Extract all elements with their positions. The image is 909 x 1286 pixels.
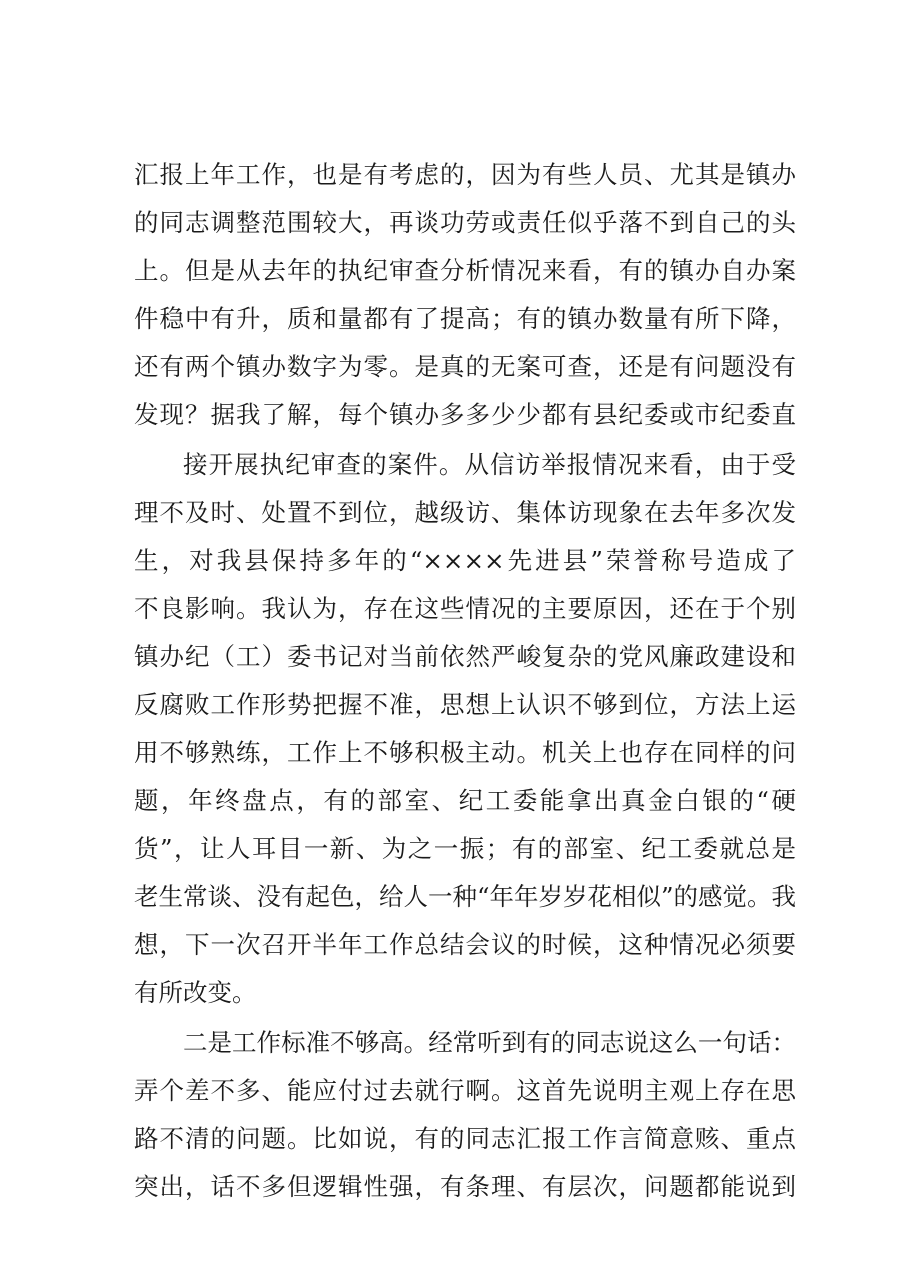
text-line: 货”，让人耳目一新、为之一振；有的部室、纪工委就总是 <box>134 834 796 863</box>
text-line: 反腐败工作形势把握不准，思想上认识不够到位，方法上运 <box>134 690 796 719</box>
text-line: 想，下一次召开半年工作总结会议的时候，这种情况必须要 <box>134 930 796 959</box>
text-line: 突出，话不多但逻辑性强，有条理、有层次，问题都能说到 <box>134 1172 796 1201</box>
text-line: 件稳中有升，质和量都有了提高；有的镇办数量有所下降， <box>134 304 796 333</box>
text-line: 路不清的问题。比如说，有的同志汇报工作言简意赅、重点 <box>134 1124 796 1153</box>
text-line: 接开展执纪审查的案件。从信访举报情况来看，由于受 <box>183 450 796 479</box>
text-line: 发现？据我了解，每个镇办多多少少都有县纪委或市纪委直 <box>134 400 796 429</box>
text-line: 老生常谈、没有起色，给人一种“年年岁岁花相似”的感觉。我 <box>134 882 797 911</box>
text-line: 用不够熟练，工作上不够积极主动。机关上也存在同样的问 <box>134 738 796 767</box>
text-line: 不良影响。我认为，存在这些情况的主要原因，还在于个别 <box>134 594 796 623</box>
text-line: 的同志调整范围较大，再谈功劳或责任似乎落不到自己的头 <box>134 208 796 237</box>
text-line: 二是工作标准不够高。经常听到有的同志说这么一句话： <box>183 1028 796 1057</box>
text-line: 有所改变。 <box>134 978 257 1007</box>
text-line: 上。但是从去年的执纪审查分析情况来看，有的镇办自办案 <box>134 256 796 285</box>
text-line: 理不及时、处置不到位，越级访、集体访现象在去年多次发 <box>134 498 796 527</box>
text-line: 生，对我县保持多年的“××××先进县”荣誉称号造成了 <box>134 546 796 575</box>
text-line: 题，年终盘点，有的部室、纪工委能拿出真金白银的“硬 <box>134 786 796 815</box>
text-line: 还有两个镇办数字为零。是真的无案可查，还是有问题没有 <box>134 352 796 381</box>
text-line: 汇报上年工作，也是有考虑的，因为有些人员、尤其是镇办 <box>134 160 796 189</box>
text-line: 弄个差不多、能应付过去就行啊。这首先说明主观上存在思 <box>134 1076 796 1105</box>
text-line: 镇办纪（工）委书记对当前依然严峻复杂的党风廉政建设和 <box>134 642 796 671</box>
